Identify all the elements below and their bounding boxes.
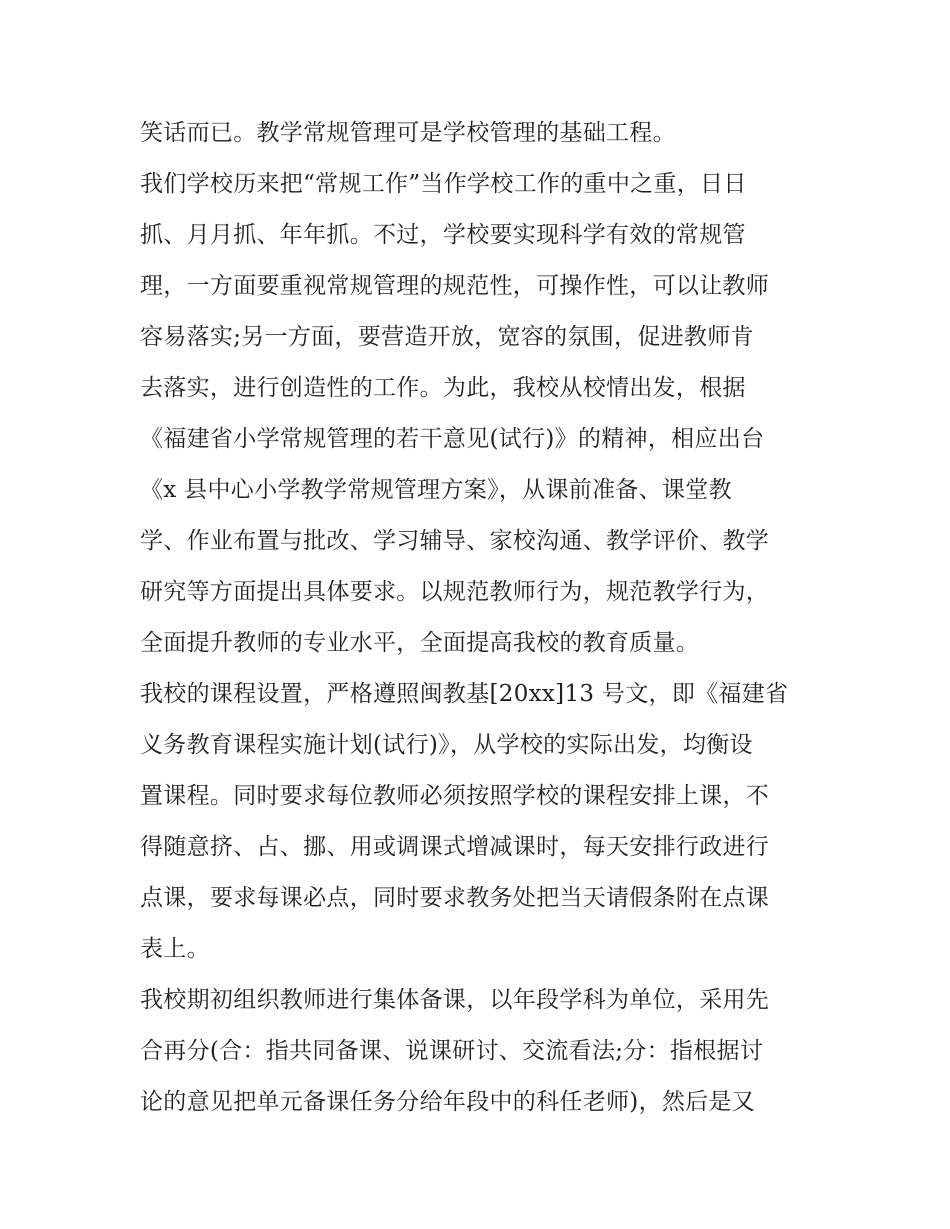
text-line: 抓、月月抓、年年抓。不过，学校要实现科学有效的常规管 [140,222,746,248]
text-line: 《福建省小学常规管理的若干意见(试行)》的精神，相应出台 [140,426,765,452]
text-line: 学、作业布置与批改、学习辅导、家校沟通、教学评价、教学 [140,528,770,554]
text-line: 全面提升教师的专业水平，全面提高我校的教育质量。 [140,630,700,656]
text-line: 我校的课程设置，严格遵照闽教基[20xx]13 号文，即《福建省 [140,681,789,707]
text-line: 去落实，进行创造性的工作。为此，我校从校情出发，根据 [140,375,746,401]
text-line: 合再分(合：指共同备课、说课研讨、交流看法;分：指根据讨 [140,1038,764,1064]
text-line: 《x 县中心小学教学常规管理方案》，从课前准备、课堂教 [140,477,732,503]
text-line: 义务教育课程实施计划(试行)》，从学校的实际出发，均衡设 [140,732,753,758]
text-line: 论的意见把单元备课任务分给年段中的科任老师)，然后是又 [140,1089,756,1115]
body-text [140,108,820,1128]
text-line: 容易落实;另一方面，要营造开放，宽容的氛围，促进教师肯 [140,324,754,350]
text-line: 表上。 [140,936,210,962]
text-line: 我们学校历来把“常规工作”当作学校工作的重中之重，日日 [140,171,747,197]
text-line: 我校期初组织教师进行集体备课，以年段学科为单位，采用先 [140,987,770,1013]
text-line: 研究等方面提出具体要求。以规范教师行为，规范教学行为， [140,579,770,605]
text-line: 理，一方面要重视常规管理的规范性，可操作性，可以让教师 [140,273,770,299]
text-line: 笑话而已。教学常规管理可是学校管理的基础工程。 [140,120,676,146]
text-line: 置课程。同时要求每位教师必须按照学校的课程安排上课，不 [140,783,770,809]
text-line: 得随意挤、占、挪、用或调课式增减课时，每天安排行政进行 [140,834,770,860]
text-line: 点课，要求每课必点，同时要求教务处把当天请假条附在点课 [140,885,770,911]
